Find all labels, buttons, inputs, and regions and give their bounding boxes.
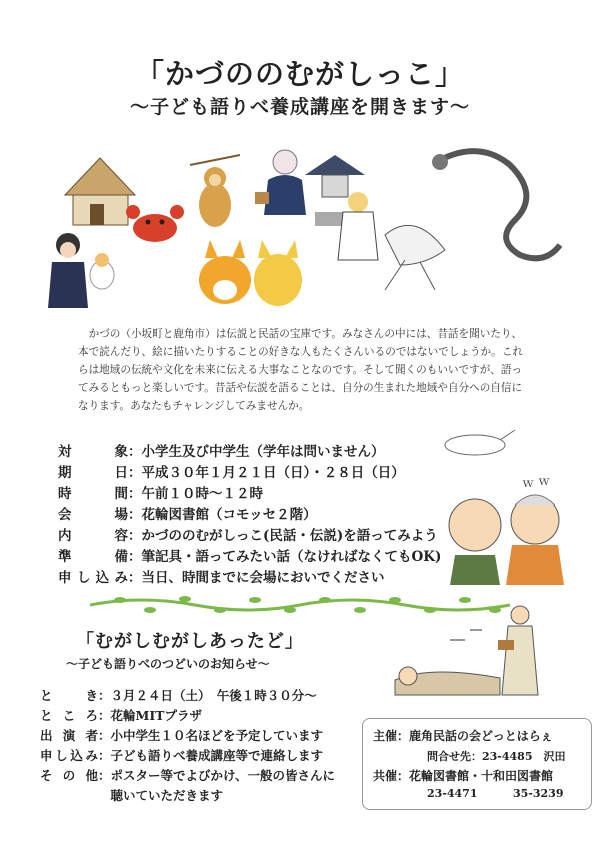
detail-label: 期 日 (58, 465, 128, 481)
event-row-when (40, 686, 317, 704)
detail-value: ：小学生及び中学生（学年は問いません） (128, 444, 385, 460)
monk-icon (338, 192, 378, 260)
detail-row-date (58, 461, 405, 481)
event-row-other-cont (40, 786, 223, 804)
event-value: 聴いていただきます (98, 788, 224, 803)
event-value: ：子ども語りべ養成講座等で連絡します (98, 748, 324, 763)
detail-row-venue (58, 503, 317, 523)
organizer-host: 主催：鹿角民話の会どっとはらぇ (373, 729, 553, 743)
event-title: 「むがしむがしあったど」 (76, 631, 304, 652)
event-label: その他 (40, 768, 98, 783)
event-value: ：花輪MITプラザ (98, 708, 202, 723)
exclaim-left: ｗ (522, 476, 535, 490)
organizer-phone-1: 23-4471 (427, 787, 478, 800)
thatched-house-icon (65, 158, 135, 225)
detail-value: ：花輪図書館（コモッセ２階） (128, 507, 317, 523)
event-illustration (390, 600, 570, 700)
organizer-contact: 問合せ先：23-4485 沢田 (427, 750, 566, 763)
event-value: ：３月２４日（土） 午後１時３０分～ (98, 688, 317, 703)
detail-value: ：平成３０年１月２１日（日）・２８日（日） (128, 465, 405, 481)
organizer-box (362, 718, 592, 810)
event-label: と き (40, 688, 98, 703)
old-man-icon (255, 150, 306, 215)
event-row-performers (40, 726, 323, 744)
detail-label: 準 備 (58, 549, 128, 565)
intro-paragraph: かづの（小坂町と鹿角市）は伝説と民話の宝庫です。みなさんの中には、昔話を聞いたり、本で読んだり、絵に描いたりすることの好きな人もたくさんいるのではないでしょうか。これらは地域の伝統や文化を未来に伝える大事なことなのです。そして聞くのもいいですが、語ってみるともっと楽しいです。昔話や伝説を語ることは、自分の生まれた地域や自分への自信になります。あなたもチャレンジしてみませんか。 (78, 328, 523, 412)
dragonfly-icon (450, 630, 482, 640)
event-subtitle: ～子ども語りべのつどいのお知らせ～ (66, 657, 270, 671)
dragon-icon (432, 151, 560, 258)
detail-value: ：筆記具・語ってみたい話（なければなくてもOK) (128, 549, 442, 565)
detail-label: 時 間 (58, 486, 128, 502)
event-value: ：ポスター等でよびかけ、一般の皆さんに (98, 768, 336, 783)
page-title: 「かづののむがしっこ」 (134, 57, 465, 91)
sleeping-person-icon (395, 667, 500, 695)
organizer-cohost: 共催：花輪図書館・十和田図書館 (373, 769, 554, 783)
elderly-couple-illustration (430, 425, 570, 585)
old-man-face-icon (449, 499, 501, 585)
event-label: 出演者 (40, 728, 98, 743)
monkey-icon (190, 155, 240, 227)
detail-label: 会 場 (58, 507, 128, 523)
standing-person-icon (498, 606, 538, 695)
detail-row-content (58, 524, 438, 544)
organizer-phone-2: 35-3239 (513, 787, 564, 800)
event-row-other (40, 766, 335, 784)
detail-label: 内 容 (58, 528, 128, 544)
event-label: ところ (40, 708, 98, 723)
event-value: ：小中学生１０名ほどを予定しています (98, 728, 324, 743)
detail-value: ：当日、時間までに会場においでください (128, 570, 385, 586)
fox-icon (199, 240, 251, 304)
yellow-fox-icon (254, 240, 302, 306)
crane-icon (385, 225, 445, 290)
detail-row-apply (58, 566, 385, 586)
detail-value: ：午前１０時～１２時 (128, 486, 263, 502)
exclaim-right: ｗ (538, 474, 551, 488)
detail-row-target (58, 440, 385, 460)
event-row-where (40, 706, 202, 724)
detail-row-prep (58, 545, 441, 565)
event-row-apply (40, 746, 323, 764)
detail-label: 申し込み (58, 570, 128, 586)
woman-with-cat-icon (48, 233, 114, 308)
folklore-illustrations (40, 140, 570, 320)
detail-label: 対 象 (58, 444, 128, 460)
event-label: 申し込み (40, 748, 98, 763)
crab-icon (126, 205, 184, 242)
page-subtitle: ～子ども語りべ養成講座を開きます～ (129, 96, 470, 118)
detail-value: ：かづののむがしっこ(民話・伝説)を語ってみよう (128, 528, 438, 544)
old-woman-face-icon (506, 495, 564, 585)
rabbit-icon (445, 430, 515, 455)
detail-row-time (58, 482, 263, 502)
